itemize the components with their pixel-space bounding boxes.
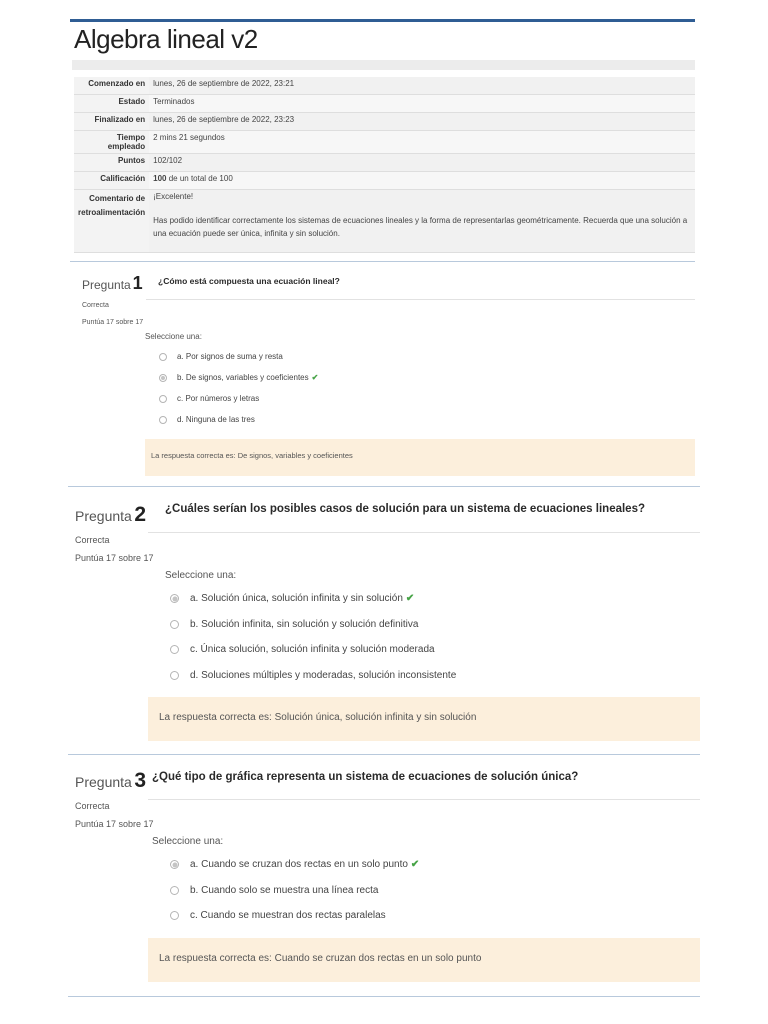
question-divider [148,799,700,800]
option-label: d. Soluciones múltiples y moderadas, solución inconsistente [190,669,457,681]
answer-option[interactable] [159,409,318,430]
summary-row-grade [74,172,695,190]
summary-value: lunes, 26 de septiembre de 2022, 23:21 [149,77,695,95]
answer-options [170,852,419,929]
question-divider [148,532,700,533]
radio-icon[interactable] [170,911,179,920]
option-label: c. Cuando se muestran dos rectas paralelas [190,910,386,922]
summary-value: lunes, 26 de septiembre de 2022, 23:23 [149,113,695,131]
answer-option[interactable] [170,612,456,638]
question-status: Correcta [75,535,110,545]
correct-answer-feedback: La respuesta correcta es: Cuando se cruzan dos rectas en un solo punto [148,938,700,982]
answer-option[interactable] [170,903,419,929]
question-info [75,769,154,829]
radio-icon[interactable] [159,353,167,361]
correct-answer-feedback: La respuesta correcta es: De signos, variables y coeficientes [145,439,695,476]
summary-label: Puntos [74,154,149,172]
check-icon: ✔ [410,859,420,871]
summary-row-finished [74,113,695,131]
option-label: c. Por números y letras [177,394,260,403]
summary-label: Finalizado en [74,113,149,131]
summary-row-feedback [74,190,695,253]
question-separator [68,486,700,487]
question-info [75,503,154,563]
option-label: b. De signos, variables y coeficientes [177,373,309,382]
feedback-line-1: ¡Excelente! [153,192,194,201]
summary-label: Comenzado en [74,77,149,95]
question-status: Correcta [82,302,109,309]
answer-option[interactable] [159,346,318,367]
header-accent-line [70,19,695,22]
question-label: Pregunta [75,508,132,524]
feedback-line-2: Has podido identificar correctamente los sistemas de ecuaciones lineales y la forma de representarlas geométricamente. Recuerda que una solución a una ecuación puede ser única, infinita y sin solución. [153,216,688,238]
question-number: 3 [134,769,147,792]
answer-option[interactable] [159,388,318,409]
question-number: 2 [134,503,147,526]
page-title: Algebra lineal v2 [74,24,258,54]
summary-value [149,172,695,190]
grade-value: 100 [153,174,167,183]
question-info [82,273,143,326]
answer-option[interactable] [170,586,456,612]
answer-option[interactable] [159,367,318,388]
question-text: ¿Cuáles serían los posibles casos de solución para un sistema de ecuaciones lineales? [165,503,645,515]
summary-value: Terminados [149,95,695,113]
radio-icon[interactable] [170,671,179,680]
grade-total: de un total de 100 [166,174,233,183]
answer-option[interactable] [170,852,419,878]
radio-icon[interactable] [170,620,179,629]
check-icon: ✔ [405,593,415,605]
radio-icon[interactable] [159,395,167,403]
answer-option[interactable] [170,663,456,689]
question-score: Puntúa 17 sobre 17 [75,819,154,829]
radio-icon[interactable] [170,594,179,603]
summary-label: Tiempo empleado [74,131,149,154]
summary-row-state [74,95,695,113]
option-label: a. Por signos de suma y resta [177,352,283,361]
summary-label: Comentario de retroalimentación [74,190,149,253]
option-label: a. Solución única, solución infinita y sin solución [190,593,403,605]
summary-label: Calificación [74,172,149,190]
summary-row-started [74,77,695,95]
answer-option[interactable] [170,878,419,904]
feedback-text [149,190,695,253]
radio-icon[interactable] [170,645,179,654]
option-label: b. Solución infinita, sin solución y solución definitiva [190,618,419,630]
answer-prompt: Seleccione una: [165,570,237,581]
check-icon: ✔ [311,373,319,382]
navigation-bar [72,60,695,70]
radio-icon[interactable] [170,860,179,869]
question-1 [70,261,695,481]
question-text: ¿Cómo está compuesta una ecuación lineal? [158,276,340,286]
summary-row-time-taken [74,131,695,154]
radio-icon[interactable] [159,374,167,382]
answer-options [159,346,318,430]
question-2 [68,486,700,754]
option-label: b. Cuando solo se muestra una línea recta [190,884,379,896]
radio-icon[interactable] [159,416,167,424]
answer-option[interactable] [170,637,456,663]
summary-label: Estado [74,95,149,113]
option-label: a. Cuando se cruzan dos rectas en un solo punto [190,859,408,871]
answer-options [170,586,456,688]
question-score: Puntúa 17 sobre 17 [75,553,154,563]
option-label: d. Ninguna de las tres [177,415,255,424]
question-separator [70,261,695,262]
question-3 [68,754,700,1004]
summary-row-points [74,154,695,172]
question-label: Pregunta [82,278,131,292]
attempt-summary-table [74,77,695,253]
question-separator [68,996,700,997]
option-label: c. Única solución, solución infinita y solución moderada [190,644,435,656]
correct-answer-feedback: La respuesta correcta es: Solución única, solución infinita y sin solución [148,697,700,741]
question-text: ¿Qué tipo de gráfica representa un sistema de ecuaciones de solución única? [152,771,579,783]
summary-value: 2 mins 21 segundos [149,131,695,154]
question-divider [146,299,695,300]
question-label: Pregunta [75,774,132,790]
question-status: Correcta [75,801,110,811]
answer-prompt: Seleccione una: [152,836,224,847]
question-number: 1 [132,273,143,293]
question-score: Puntúa 17 sobre 17 [82,319,144,326]
summary-value: 102/102 [149,154,695,172]
question-separator [68,754,700,755]
radio-icon[interactable] [170,886,179,895]
answer-prompt: Seleccione una: [145,332,202,341]
